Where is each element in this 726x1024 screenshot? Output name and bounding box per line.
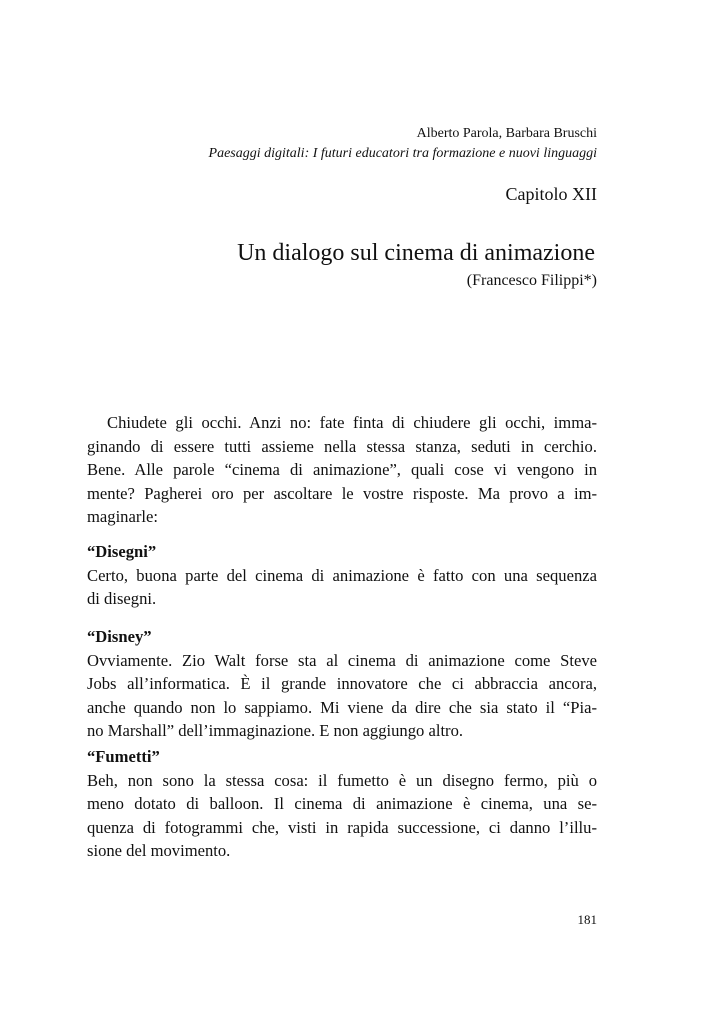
intro-paragraph [87,411,597,529]
section-heading: “Disegni” [87,542,157,561]
chapter-title: Un dialogo sul cinema di animazione [237,240,595,266]
text-line: anche quando non lo sappiamo. Mi viene da dire che sia stato il “Pia- [87,697,597,717]
running-header-authors: Alberto Parola, Barbara Bruschi [416,126,597,141]
page-number: 181 [577,912,597,927]
section-fumetti [87,745,597,863]
text-line: Certo, buona parte del cinema di animazione è fatto con una sequenza [87,565,597,585]
chapter-label: Capitolo XII [505,184,597,204]
section-disegni [87,540,597,611]
text-line: ginando di essere tutti assieme nella stessa stanza, seduti in cerchio. [87,436,597,456]
text-line: sione del movimento. [87,841,231,860]
text-line: no Marshall” dell’immaginazione. E non aggiungo altro. [87,721,464,740]
text-line: Bene. Alle parole “cinema di animazione”, quali cose vi vengono in [87,460,597,479]
chapter-author: (Francesco Filippi*) [466,272,597,289]
text-line: quenza di fotogrammi che, visti in rapida successione, ci danno l’illu- [87,817,597,837]
text-line: Chiudete gli occhi. Anzi no: fate finta di chiudere gli occhi, imma- [107,413,597,432]
text-line: Jobs all’informatica. È il grande innovatore che ci abbraccia ancora, [87,674,597,693]
section-disney [87,625,597,743]
text-line: di disegni. [87,589,157,608]
section-heading: “Disney” [87,627,152,646]
text-line: meno dotato di balloon. Il cinema di animazione è cinema, una se- [87,794,597,813]
running-header-book-title: Paesaggi digitali: I futuri educatori tra formazione e nuovi linguaggi [208,146,597,161]
text-line: Ovviamente. Zio Walt forse sta al cinema di animazione come Steve [87,650,597,670]
text-line: mente? Pagherei oro per ascoltare le vostre risposte. Ma provo a im- [87,483,597,503]
text-line: Beh, non sono la stessa cosa: il fumetto è un disegno fermo, più o [87,770,597,790]
text-line: maginarle: [87,507,158,526]
section-heading: “Fumetti” [87,747,160,766]
